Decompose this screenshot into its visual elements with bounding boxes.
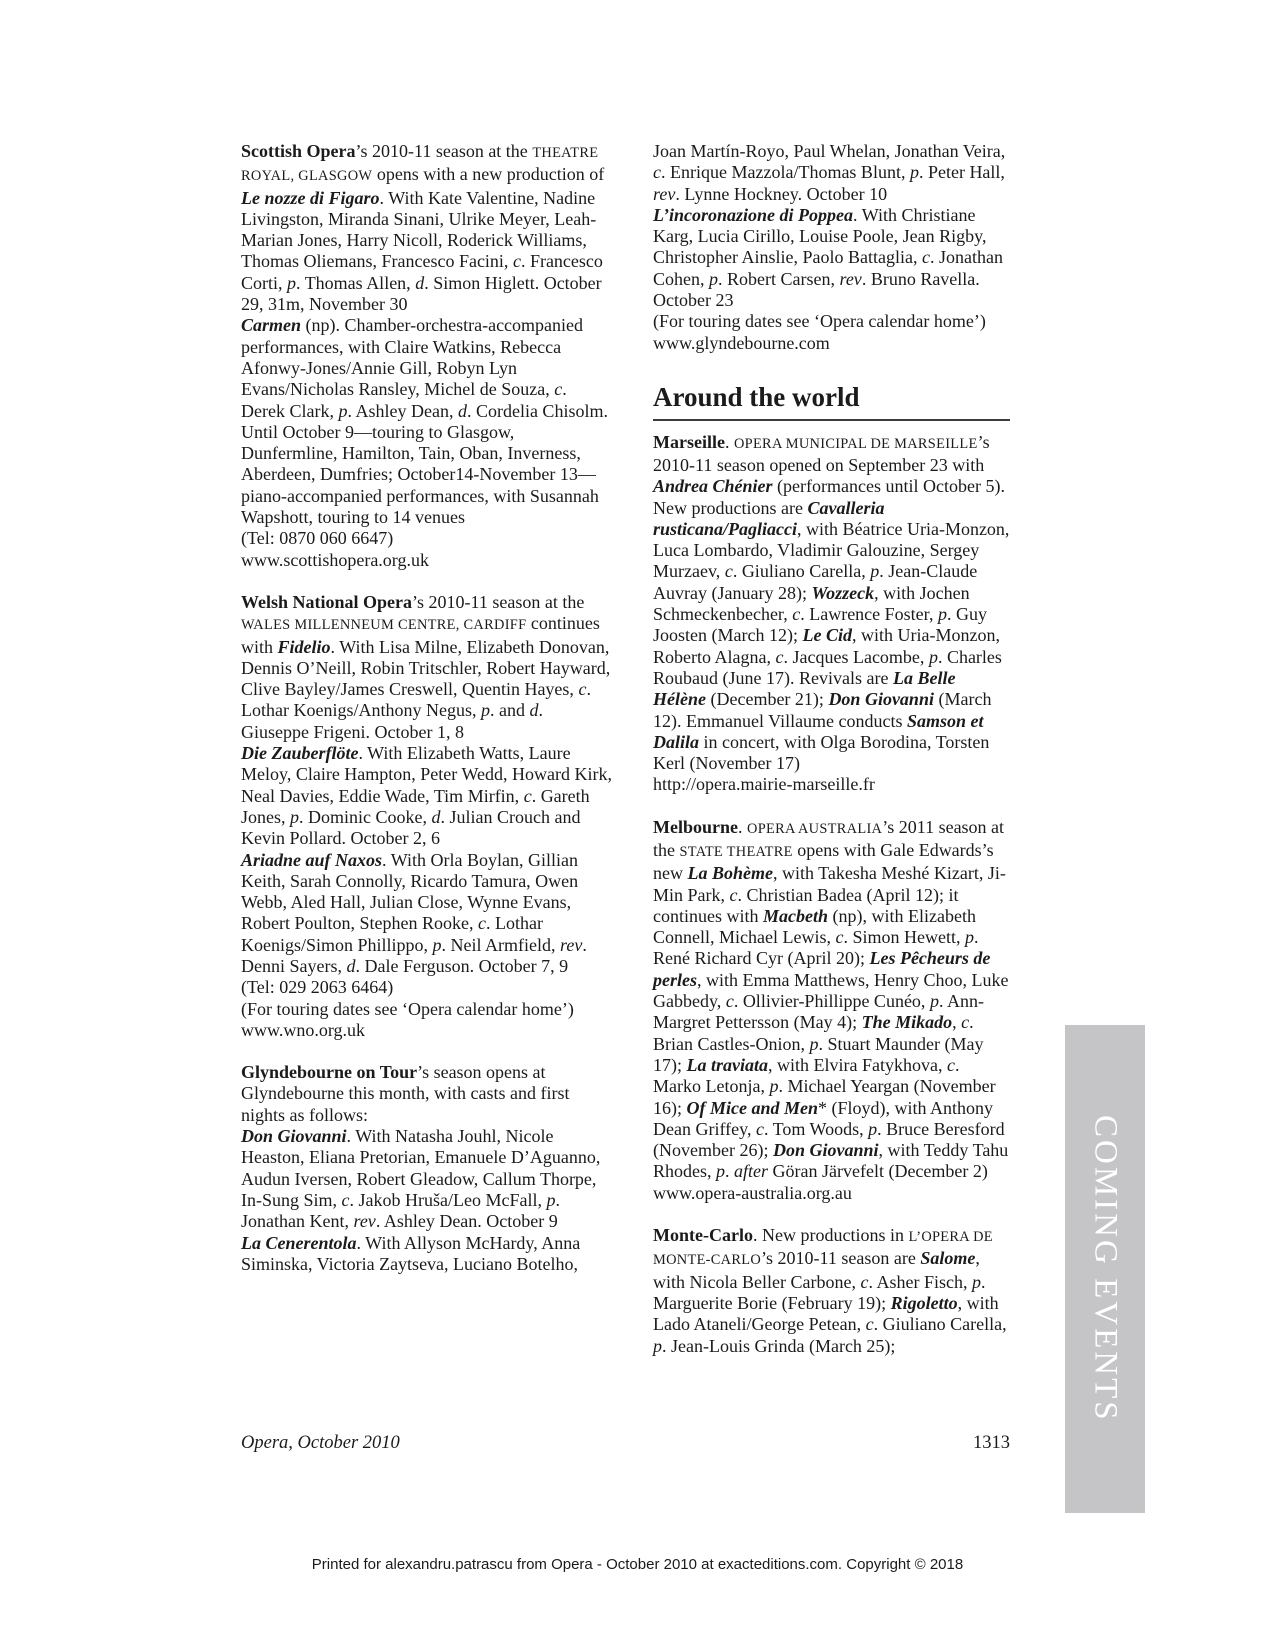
poppea-entry: L’incoronazione di Poppea. With Christiane Karg, Lucia Cirillo, Louise Poole, Jean Rigby, Christopher Ainslie, Paolo Battaglia, c. Jonathan Cohen, p. Robert Carsen, rev. Bruno Ravella. October 23	[653, 204, 1003, 311]
around-the-world-heading: Around the world	[653, 383, 1010, 421]
print-footer: Printed for alexandru.patrascu from Opera - October 2010 at exacteditions.com. Copyright © 2018	[311, 1556, 964, 1573]
wno-tel-line: (Tel: 029 2063 6464)	[241, 977, 394, 998]
scottish-opera-entry: Scottish Opera’s 2010-11 season at the THEATRE ROYAL, GLASGOW opens with a new production of Le nozze di Figaro. With Kate Valentine, Nadine Livingston, Miranda Sinani, Ulrike Meyer, Leah-Marian Jones, Harry Nicoll, Roderick Williams, Thomas Oliemans, Francesco Facini, c. Francesco Corti, p. Thomas Allen, d. Simon Higlett. October 29, 31m, November 30	[241, 141, 605, 315]
scottish-opera-url-line: www.scottishopera.org.uk	[241, 549, 429, 570]
scottish-opera-section	[241, 141, 613, 571]
carmen-entry: Carmen (np). Chamber-orchestra-accompanied performances, with Claire Watkins, Rebecca Afonwy-Jones/Annie Gill, Robyn Lyn Evans/Nicholas Ransley, Michel de Souza, c. Derek Clark, p. Ashley Dean, d. Cordelia Chisolm. Until October 9—touring to Glasgow, Dunfermline, Hamilton, Tain, Oban, Inverness, Aberdeen, Dumfries; October14-November 13—piano-accompanied performances, with Susannah Wapshott, touring to 14 venues	[241, 315, 608, 528]
wno-url-line: www.wno.org.uk	[241, 1019, 365, 1040]
scottish-opera-tel-line: (Tel: 0870 060 6647)	[241, 528, 394, 549]
wno-zauberflote-entry: Die Zauberflöte. With Elizabeth Watts, Laure Meloy, Claire Hampton, Peter Wedd, Howard Kirk, Neal Davies, Eddie Wade, Tim Mirfin, c. Gareth Jones, p. Dominic Cooke, d. Julian Crouch and Kevin Pollard. October 2, 6	[241, 743, 612, 849]
glyndebourne-on-tour-section	[241, 1062, 613, 1275]
journal-footer	[241, 1433, 1010, 1454]
wno-touring-line: (For touring dates see ‘Opera calendar home’)	[241, 998, 574, 1019]
glyndebourne-cenerentola-entry: La Cenerentola. With Allyson McHardy, Anna Siminska, Victoria Zaytseva, Luciano Botelho,	[241, 1232, 581, 1274]
page-number: 1313	[973, 1433, 1010, 1453]
glyndebourne-don-giovanni-entry: Don Giovanni. With Natasha Jouhl, Nicole Heaston, Eliana Pretorian, Emanuele D’Aguanno, Audun Iversen, Robert Gleadow, Callum Thorpe, In-Sung Sim, c. Jakob Hruša/Leo McFall, p. Jonathan Kent, rev. Ashley Dean. October 9	[241, 1126, 601, 1232]
marseille-entry: Marseille. OPERA MUNICIPAL DE MARSEILLE’s 2010-11 season opened on September 23 with Andrea Chénier (performances until October 5). New productions are Cavalleria rusticana/Pagliacci, with Béatrice Uria-Monzon, Luca Lombardo, Vladimir Galouzine, Sergey Murzaev, c. Giuliano Carella, p. Jean-Claude Auvray (January 28); Wozzeck, with Jochen Schmeckenbecher, c. Lawrence Foster, p. Guy Joosten (March 12); Le Cid, with Uria-Monzon, Roberto Alagna, c. Jacques Lacombe, p. Charles Roubaud (June 17). Revivals are La Belle Hélène (December 21); Don Giovanni (March 12). Emmanuel Villaume conducts Samson et Dalila in concert, with Olga Borodina, Torsten Kerl (November 17)	[653, 431, 1010, 774]
melbourne-section	[653, 817, 1010, 1204]
journal-title-date: Opera, October 2010	[241, 1433, 400, 1453]
melbourne-entry: Melbourne. OPERA AUSTRALIA’s 2011 season at the STATE THEATRE opens with Gale Edwards’s new La Bohème, with Takesha Meshé Kizart, Ji-Min Park, c. Christian Badea (April 12); it continues with Macbeth (np), with Elizabeth Connell, Michael Lewis, c. Simon Hewett, p. René Richard Cyr (April 20); Les Pêcheurs de perles, with Emma Matthews, Henry Choo, Luke Gabbedy, c. Ollivier-Phillippe Cunéo, p. Ann-Margret Pettersson (May 4); The Mikado, c. Brian Castles-Onion, p. Stuart Maunder (May 17); La traviata, with Elvira Fatykhova, c. Marko Letonja, p. Michael Yeargan (November 16); Of Mice and Men* (Floyd), with Anthony Dean Griffey, c. Tom Woods, p. Bruce Beresford (November 26); Don Giovanni, with Teddy Tahu Rhodes, p. after Göran Järvefelt (December 2)	[653, 816, 1009, 1182]
left-column	[241, 141, 613, 1296]
around-the-world-heading-section	[653, 383, 1010, 796]
monte-carlo-entry: Monte-Carlo. New productions in L’OPERA DE MONTE-CARLO’s 2010-11 season are Salome, with Nicola Beller Carbone, c. Asher Fisch, p. Marguerite Borie (February 19); Rigoletto, with Lado Ataneli/George Petean, c. Giuliano Carella, p. Jean-Louis Grinda (March 25);	[653, 1225, 1007, 1356]
right-column	[653, 141, 1010, 1378]
glyndebourne-intro: Glyndebourne on Tour’s season opens at Glyndebourne this month, with casts and first nights as follows:	[241, 1062, 570, 1125]
monte-carlo-section	[653, 1225, 1010, 1357]
wno-ariadne-entry: Ariadne auf Naxos. With Orla Boylan, Gillian Keith, Sarah Connolly, Ricardo Tamura, Owen Webb, Aled Hall, Julian Close, Wynne Evans, Robert Poulton, Stephen Rooke, c. Lothar Koenigs/Simon Phillippo, p. Neil Armfield, rev. Denni Sayers, d. Dale Ferguson. October 7, 9	[241, 849, 587, 976]
glyndebourne-continuation-section	[653, 141, 1010, 354]
coming-events-sidebar	[1065, 1025, 1145, 1513]
wno-fidelio-entry: Welsh National Opera’s 2010-11 season at the WALES MILLENNEUM CENTRE, CARDIFF continues with Fidelio. With Lisa Milne, Elizabeth Donovan, Dennis O’Neill, Robin Tritschler, Robert Hayward, Clive Bayley/James Creswell, Quentin Hayes, c. Lothar Koenigs/Anthony Negus, p. and d. Giuseppe Frigeni. October 1, 8	[241, 591, 611, 742]
glyndebourne-url-line: www.glyndebourne.com	[653, 332, 830, 353]
coming-events-label: COMING EVENTS	[1087, 1115, 1124, 1423]
cenerentola-continued: Joan Martín-Royo, Paul Whelan, Jonathan Veira, c. Enrique Mazzola/Thomas Blunt, p. Peter Hall, rev. Lynne Hockney. October 10	[653, 141, 1006, 204]
welsh-national-opera-section	[241, 592, 613, 1041]
melbourne-url-line: www.opera-australia.org.au	[653, 1182, 852, 1203]
marseille-url-line: http://opera.mairie-marseille.fr	[653, 774, 875, 795]
glyndebourne-touring-line: (For touring dates see ‘Opera calendar home’)	[653, 311, 986, 332]
